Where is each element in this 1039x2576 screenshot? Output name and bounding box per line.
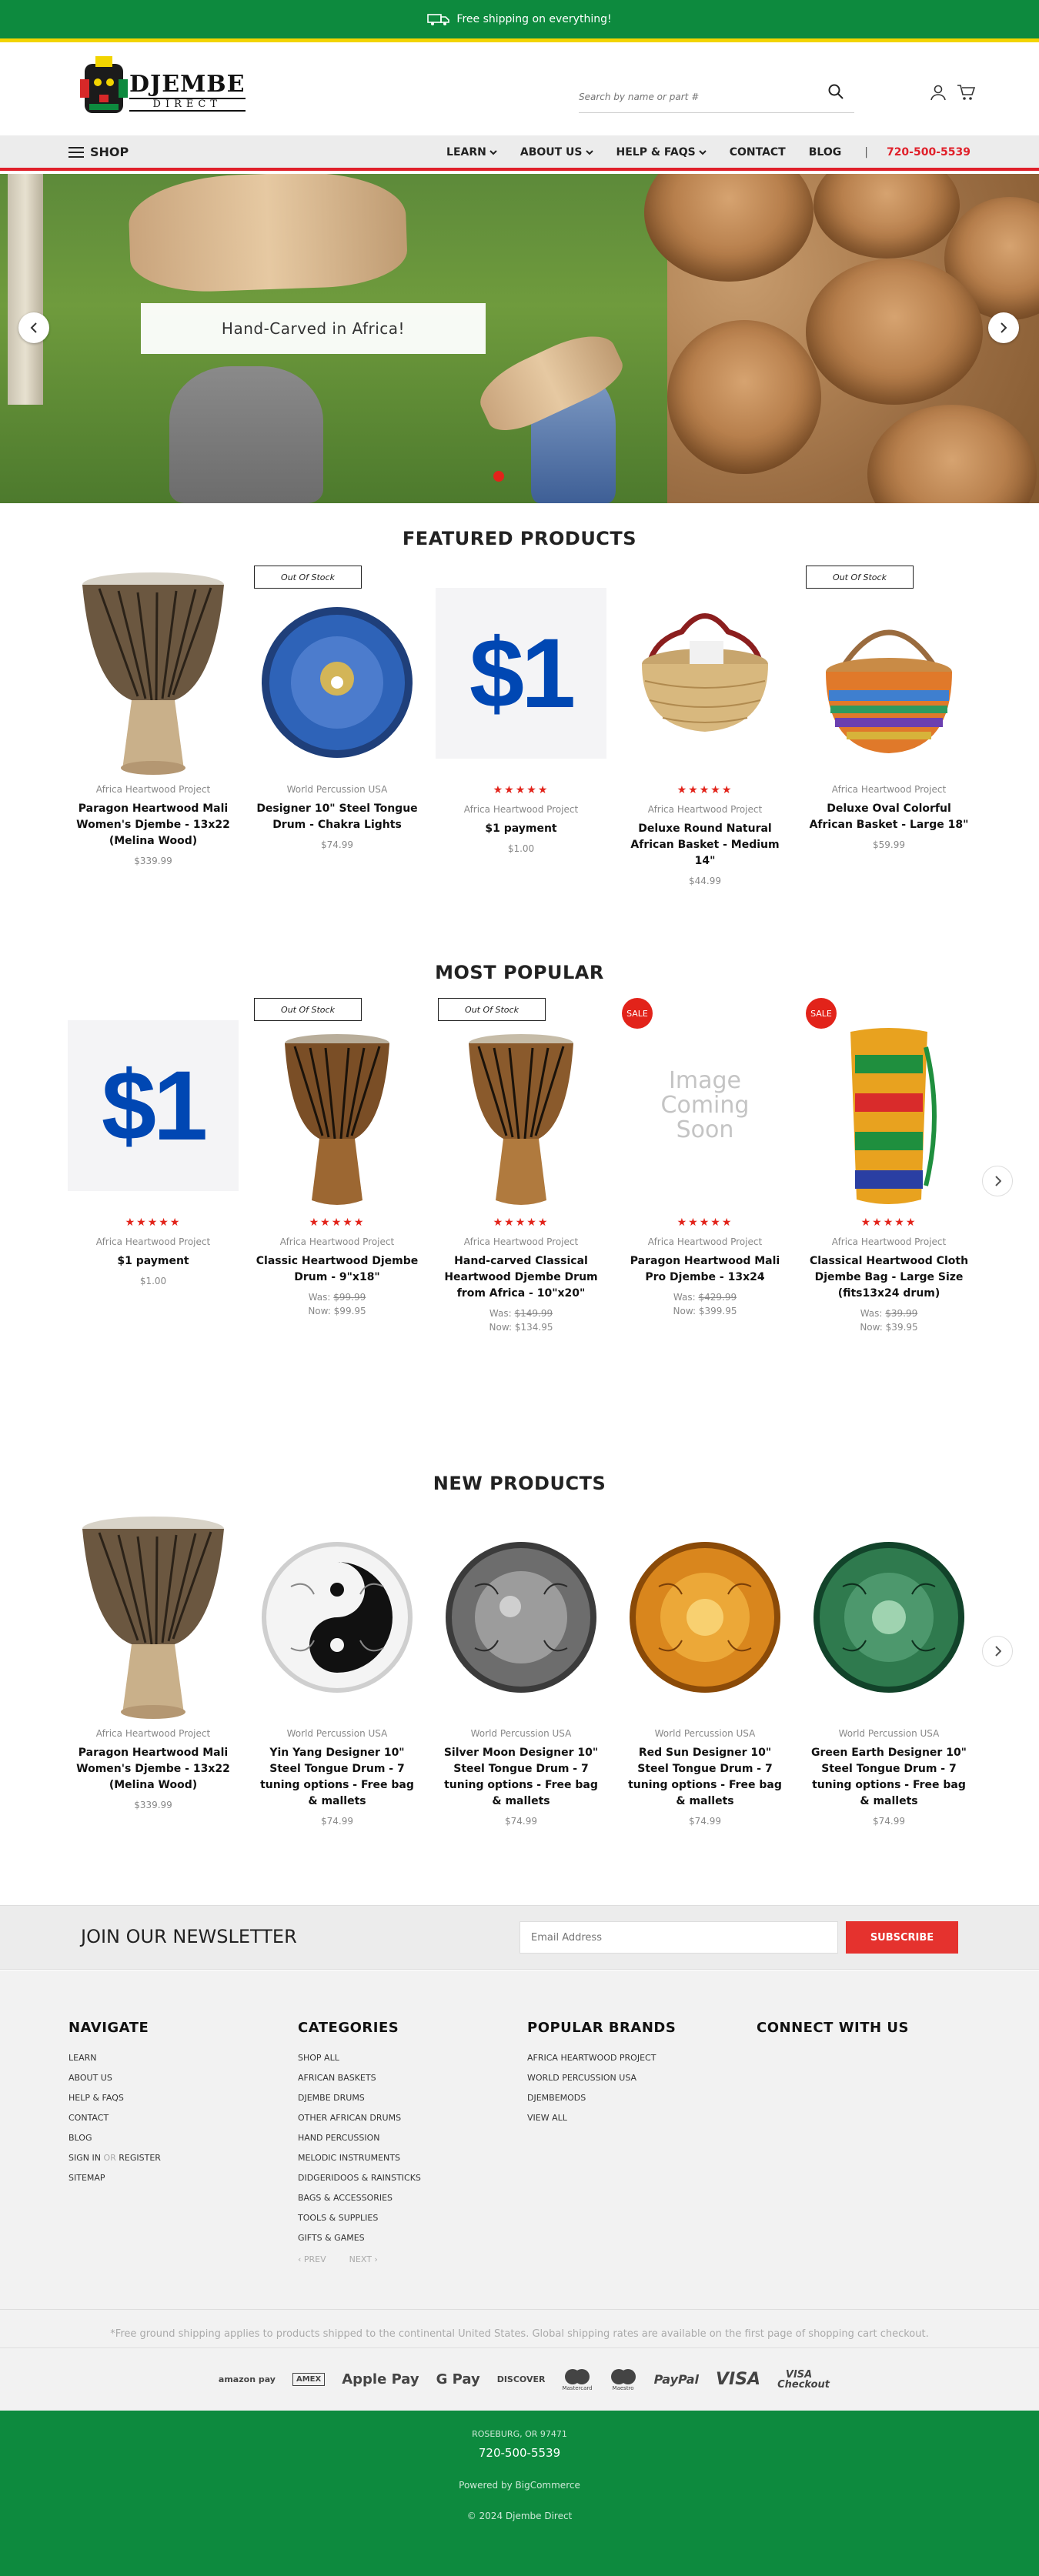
nav-separator: | [864, 146, 868, 158]
google-pay-icon: G Pay [436, 2371, 480, 2387]
footer-link-about[interactable]: ABOUT US [68, 2073, 112, 2083]
product-image[interactable] [432, 1510, 610, 1725]
product-image[interactable] [248, 1510, 426, 1725]
prev-label: PREV [303, 2254, 326, 2264]
product-price: $44.99 [689, 876, 721, 886]
now-value: $39.95 [885, 1322, 918, 1333]
product-now-price [616, 1304, 794, 1318]
product-name[interactable]: Paragon Heartwood Mali Pro Djembe - 13x24 [630, 1255, 780, 1283]
product-card[interactable] [432, 1510, 610, 1828]
product-brand: World Percussion USA [838, 1728, 940, 1739]
payment-methods [0, 2347, 1039, 2411]
footer-cat-link[interactable]: TOOLS & SUPPLIES [298, 2213, 379, 2223]
logo[interactable] [80, 56, 246, 119]
image-coming-soon: Image Coming Soon [660, 1067, 750, 1143]
hero-dot-active[interactable] [493, 471, 504, 482]
visa-icon: VISA [715, 2370, 761, 2389]
classical-djembe-image [463, 1031, 579, 1208]
product-image[interactable] [800, 1510, 978, 1725]
product-price: $59.99 [873, 839, 905, 850]
product-price: $339.99 [134, 856, 172, 866]
product-card[interactable] [64, 998, 242, 1288]
product-image[interactable] [64, 566, 242, 781]
silver-moon-tongue-drum-image [444, 1540, 598, 1694]
footer-brand-link[interactable]: DJEMBEMODS [527, 2093, 586, 2103]
was-label: Was: [860, 1308, 883, 1319]
mastercard-icon [562, 2368, 592, 2391]
was-value: $149.99 [514, 1308, 553, 1319]
product-card[interactable] [616, 1510, 794, 1828]
product-brand: Africa Heartwood Project [831, 1236, 947, 1247]
footer-connect-title: CONNECT WITH US [757, 2020, 909, 2036]
product-price: $74.99 [873, 1816, 905, 1827]
product-name[interactable]: Green Earth Designer 10" Steel Tongue Drum - 7 tuning options - Free bag & mallets [811, 1747, 967, 1807]
djembe-drum-image [76, 1513, 230, 1721]
nav-links [423, 146, 971, 158]
product-brand: Africa Heartwood Project [95, 1728, 211, 1739]
product-brand: Africa Heartwood Project [647, 1236, 763, 1247]
now-label: Now: [860, 1322, 883, 1333]
search-input[interactable] [579, 92, 825, 102]
product-name[interactable]: $1 payment [117, 1255, 189, 1267]
product-image[interactable] [616, 1510, 794, 1725]
out-of-stock-badge: Out Of Stock [806, 566, 914, 589]
popular-next-button[interactable] [982, 1166, 1013, 1196]
product-brand: Africa Heartwood Project [95, 1236, 211, 1247]
footer-cat-link[interactable]: DIDGERIDOOS & RAINSTICKS [298, 2173, 421, 2183]
bowl-5 [667, 320, 821, 474]
nav-help[interactable] [616, 146, 707, 158]
hero-prev-button[interactable] [18, 312, 49, 343]
product-image[interactable] [616, 566, 794, 781]
footer-cat-link[interactable]: HAND PERCUSSION [298, 2133, 380, 2143]
product-price: $1.00 [507, 843, 535, 854]
site-footer [0, 1970, 1039, 2411]
newsletter-title: JOIN OUR NEWSLETTER [81, 1926, 297, 1947]
footer-link-learn[interactable]: LEARN [68, 2053, 97, 2063]
bowl-4 [806, 259, 983, 405]
now-label: Now: [308, 1306, 331, 1316]
product-name[interactable]: Paragon Heartwood Mali Women's Djembe - 13x22 (Melina Wood) [76, 802, 230, 847]
footer-navigate [68, 2020, 161, 2188]
product-price: $339.99 [134, 1800, 172, 1810]
nav-about[interactable] [520, 146, 593, 158]
bowl-2 [813, 174, 960, 259]
rating-stars: ★★★★★ [493, 784, 550, 796]
product-brand: Africa Heartwood Project [647, 804, 763, 815]
newsletter-email-input[interactable] [520, 1921, 838, 1954]
oval-colorful-basket-image [812, 606, 966, 759]
maestro-icon [610, 2368, 637, 2391]
chevron-down-icon [586, 149, 593, 155]
subscribe-button[interactable]: SUBSCRIBE [846, 1921, 958, 1954]
product-image[interactable] [616, 998, 794, 1213]
product-was-price [432, 1306, 610, 1320]
product-name[interactable]: Silver Moon Designer 10" Steel Tongue Drum - 7 tuning options - Free bag & mallets [443, 1747, 599, 1807]
product-brand: Africa Heartwood Project [95, 784, 211, 795]
product-price: $74.99 [321, 1816, 353, 1827]
footer-link-contact[interactable]: CONTACT [68, 2113, 109, 2123]
footer-brands [527, 2020, 676, 2128]
categories-next-button[interactable] [349, 2254, 378, 2264]
shop-label: SHOP [90, 145, 129, 159]
footer-register[interactable]: REGISTER [119, 2153, 161, 2163]
product-name[interactable]: Designer 10" Steel Tongue Drum - Chakra Lights [256, 802, 418, 831]
footer-cat-link[interactable]: OTHER AFRICAN DRUMS [298, 2113, 402, 2123]
bowl-1 [644, 174, 813, 282]
footer-brand-link[interactable]: VIEW ALL [527, 2113, 567, 2123]
product-now-price [432, 1320, 610, 1334]
product-brand: World Percussion USA [470, 1728, 572, 1739]
amazon-pay-icon: amazon pay [218, 2374, 276, 2384]
logo-text [129, 73, 246, 112]
logo-mask-icon [80, 56, 128, 119]
footer-connect [757, 2020, 909, 2048]
product-name[interactable]: $1 payment [485, 823, 557, 835]
footer-or: OR [103, 2153, 116, 2163]
footer-brand-link[interactable]: AFRICA HEARTWOOD PROJECT [527, 2053, 656, 2063]
promo-bar [0, 0, 1039, 38]
product-brand: World Percussion USA [654, 1728, 756, 1739]
next-label: NEXT [349, 2254, 372, 2264]
product-brand: Africa Heartwood Project [463, 1236, 579, 1247]
product-brand: Africa Heartwood Project [279, 1236, 395, 1247]
hero-next-button[interactable] [988, 312, 1019, 343]
green-earth-tongue-drum-image [812, 1540, 966, 1694]
new-products-next-button[interactable] [982, 1636, 1013, 1667]
chevron-left-icon: ‹ [298, 2254, 304, 2264]
product-card[interactable] [616, 566, 794, 888]
footer-address: ROSEBURG, OR 97471 [472, 2429, 567, 2439]
was-value: $99.99 [333, 1292, 366, 1303]
was-label: Was: [489, 1308, 512, 1319]
product-price: $74.99 [321, 839, 353, 850]
paypal-icon: PayPal [653, 2372, 699, 2387]
new-products-title: NEW PRODUCTS [433, 1473, 606, 1494]
nav-blog[interactable]: BLOG [808, 146, 842, 158]
product-was-price [248, 1290, 426, 1304]
product-card[interactable] [800, 566, 978, 852]
now-value: $399.95 [698, 1306, 737, 1316]
categories-prev-button[interactable] [298, 2254, 326, 2264]
hamburger-icon [68, 147, 84, 158]
djembe-drum-image [76, 569, 230, 777]
product-name[interactable]: Hand-carved Classical Heartwood Djembe Drum from Africa - 10"x20" [444, 1255, 598, 1300]
mastercard-circles-icon [563, 2368, 591, 2385]
footer-sign-in[interactable]: SIGN IN [68, 2153, 101, 2163]
product-card[interactable] [616, 998, 794, 1318]
chevron-right-icon [994, 1646, 1001, 1657]
product-card[interactable] [800, 998, 978, 1334]
nav-help-label: HELP & FAQS [616, 146, 696, 158]
product-name[interactable]: Deluxe Round Natural African Basket - Medium 14" [630, 823, 780, 867]
footer-cat-link[interactable]: GIFTS & GAMES [298, 2233, 365, 2243]
footer-cat-link[interactable]: SHOP ALL [298, 2053, 339, 2063]
product-now-price [248, 1304, 426, 1318]
sale-badge: SALE [806, 998, 837, 1029]
product-brand: Africa Heartwood Project [831, 784, 947, 795]
footer-categories [298, 2020, 421, 2264]
maestro-circles-icon [610, 2368, 637, 2385]
now-label: Now: [673, 1306, 697, 1316]
product-name[interactable]: Paragon Heartwood Mali Women's Djembe - 13x22 (Melina Wood) [76, 1747, 230, 1791]
product-name[interactable]: Classic Heartwood Djembe Drum - 9"x18" [256, 1255, 419, 1283]
popular-title: MOST POPULAR [435, 962, 604, 983]
discover-icon: DISCOVER [496, 2374, 546, 2384]
apple-pay-icon: Apple Pay [342, 2371, 419, 2387]
newsletter-bar [0, 1905, 1039, 1970]
product-card[interactable] [248, 566, 426, 852]
product-image[interactable] [248, 566, 426, 781]
chevron-left-icon [30, 322, 38, 333]
hero-image-right [667, 174, 1039, 503]
rating-stars: ★★★★★ [309, 1216, 366, 1229]
tongue-drum-chakra-image [260, 606, 414, 759]
search-box [579, 82, 854, 113]
search-icon[interactable] [827, 82, 845, 101]
product-image[interactable] [800, 566, 978, 781]
nav-about-label: ABOUT US [520, 146, 583, 158]
visa-checkout-icon: VISA Checkout [777, 2368, 830, 2391]
footer-cat-link[interactable]: BAGS & ACCESSORIES [298, 2193, 393, 2203]
product-brand: World Percussion USA [286, 784, 388, 795]
copyright: © 2024 Djembe Direct [466, 2511, 573, 2521]
product-price: $1.00 [139, 1276, 167, 1286]
user-icon[interactable] [930, 84, 947, 101]
out-of-stock-badge: Out Of Stock [254, 566, 362, 589]
sale-badge: SALE [622, 998, 653, 1029]
product-name[interactable]: Deluxe Oval Colorful African Basket - Large 18" [809, 802, 969, 831]
footer-categories-title: CATEGORIES [298, 2020, 399, 2036]
footer-cat-link[interactable]: DJEMBE DRUMS [298, 2093, 365, 2103]
footer-phone[interactable]: 720-500-5539 [478, 2446, 561, 2460]
chevron-down-icon [699, 149, 707, 155]
was-label: Was: [308, 1292, 331, 1303]
promo-text: Free shipping on everything! [456, 13, 612, 25]
nav-phone[interactable]: 720-500-5539 [886, 146, 971, 158]
rating-stars: ★★★★★ [493, 1216, 550, 1229]
product-card[interactable] [64, 566, 242, 868]
footer-brands-title: POPULAR BRANDS [527, 2020, 677, 2036]
product-brand: Africa Heartwood Project [463, 804, 579, 815]
hero-caption: Hand-Carved in Africa! [141, 303, 486, 354]
nav-learn[interactable] [446, 146, 497, 158]
red-sun-tongue-drum-image [628, 1540, 782, 1694]
footer-navigate-title: NAVIGATE [68, 2020, 149, 2036]
product-image[interactable] [432, 566, 610, 781]
product-name[interactable]: Classical Heartwood Cloth Djembe Bag - Large Size (fits13x24 drum) [809, 1255, 969, 1300]
logo-text-small: DIRECT [129, 98, 246, 112]
chevron-right-icon [1000, 322, 1007, 333]
hero-child-left [169, 366, 323, 503]
site-header [0, 42, 1039, 135]
dollar-payment-image: $1 [436, 588, 606, 759]
out-of-stock-badge: Out Of Stock [438, 998, 546, 1021]
product-image[interactable] [800, 998, 978, 1213]
categories-pager [298, 2254, 421, 2264]
rating-stars: ★★★★★ [860, 1216, 917, 1229]
carved-drum-large [127, 174, 408, 294]
chevron-right-icon: › [371, 2254, 378, 2264]
nav-contact[interactable]: CONTACT [729, 146, 786, 158]
product-was-price [616, 1290, 794, 1304]
product-card[interactable] [248, 1510, 426, 1828]
product-card[interactable] [248, 998, 426, 1318]
chevron-right-icon [994, 1176, 1001, 1186]
shop-menu[interactable] [68, 145, 129, 159]
footer-cat-link[interactable]: AFRICAN BASKETS [298, 2073, 376, 2083]
bottom-bar [0, 2411, 1039, 2576]
footer-cat-link[interactable]: MELODIC INSTRUMENTS [298, 2153, 400, 2163]
product-image[interactable] [64, 1510, 242, 1725]
hero-tree-trunk [8, 174, 43, 405]
hero-slider [0, 174, 1039, 503]
cloth-djembe-bag-image [835, 1024, 943, 1209]
product-card[interactable] [64, 1510, 242, 1812]
rating-stars: ★★★★★ [677, 784, 733, 796]
product-brand: World Percussion USA [286, 1728, 388, 1739]
powered-by[interactable]: Powered by BigCommerce [459, 2480, 580, 2491]
footer-brand-link[interactable]: WORLD PERCUSSION USA [527, 2073, 637, 2083]
product-image[interactable] [432, 998, 610, 1213]
rating-stars: ★★★★★ [677, 1216, 733, 1229]
bowl-6 [867, 405, 1037, 503]
classic-djembe-image [279, 1031, 395, 1208]
shipping-disclaimer: *Free ground shipping applies to products shipped to the continental United States. Global shipping rates are available on the first page of shopping cart checkout. [0, 2309, 1039, 2340]
yin-yang-tongue-drum-image [260, 1540, 414, 1694]
round-basket-image [628, 604, 782, 742]
product-card[interactable] [800, 1510, 978, 1828]
was-value: $429.99 [698, 1292, 737, 1303]
out-of-stock-badge: Out Of Stock [254, 998, 362, 1021]
product-image[interactable] [248, 998, 426, 1213]
dollar-payment-image: $1 [68, 1020, 239, 1191]
truck-icon [427, 12, 450, 26]
nav-learn-label: LEARN [446, 146, 486, 158]
was-value: $39.99 [885, 1308, 918, 1319]
product-now-price [800, 1320, 978, 1334]
product-name[interactable]: Yin Yang Designer 10" Steel Tongue Drum - 7 tuning options - Free bag & mallets [260, 1747, 414, 1807]
footer-link-help[interactable]: HELP & FAQS [68, 2093, 124, 2103]
product-price: $74.99 [689, 1816, 721, 1827]
chevron-down-icon [489, 149, 497, 155]
product-image[interactable] [64, 998, 242, 1213]
footer-link-sitemap[interactable]: SITEMAP [68, 2173, 105, 2183]
was-label: Was: [673, 1292, 696, 1303]
now-label: Now: [489, 1322, 513, 1333]
product-price: $74.99 [505, 1816, 537, 1827]
product-name[interactable]: Red Sun Designer 10" Steel Tongue Drum - 7 tuning options - Free bag & mallets [628, 1747, 782, 1807]
main-nav [0, 135, 1039, 171]
now-value: $99.95 [333, 1306, 366, 1316]
logo-text-big: DJEMBE [129, 71, 246, 98]
product-was-price [800, 1306, 978, 1320]
rating-stars: ★★★★★ [125, 1216, 182, 1229]
now-value: $134.95 [514, 1322, 553, 1333]
product-card[interactable] [432, 566, 610, 856]
mastercard-label: Mastercard [562, 2384, 593, 2391]
cart-icon[interactable] [957, 84, 975, 101]
amex-icon: AMEX [292, 2373, 325, 2386]
featured-title: FEATURED PRODUCTS [402, 528, 637, 549]
footer-link-blog[interactable]: BLOG [68, 2133, 92, 2143]
maestro-label: Maestro [612, 2384, 634, 2391]
product-card[interactable] [432, 998, 610, 1334]
